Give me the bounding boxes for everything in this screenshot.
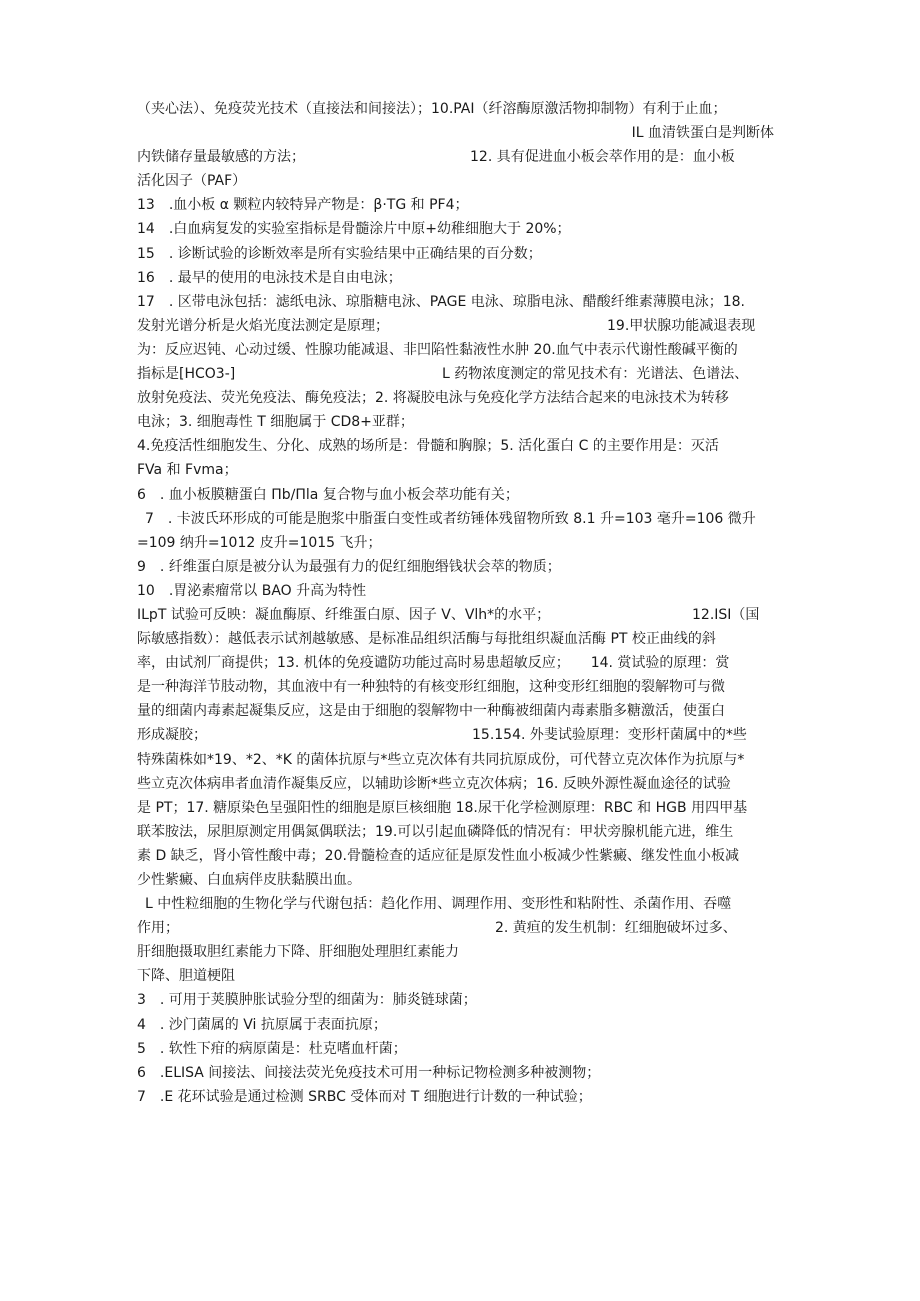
- text-line-1: （夹心法）、免疫荧光技术（直接法和间接法）；10.PAI（纤溶酶原激活物抑制物）有利于止血；: [137, 101, 727, 117]
- text-line-35-left: 作用；: [137, 920, 179, 937]
- text-line-27-right: 15.154. 外斐试验原理：变形杆菌属中的*些: [472, 727, 747, 744]
- text-line-28: 特殊菌株如*19、*2、*K 的菌体抗原与*些立克次体有共同抗原成份，可代替立克次体作为抗原与*: [137, 751, 745, 768]
- text-line-22: [137, 603, 794, 627]
- text-line-5: 13 .血小板 α 颗粒内较特异产物是：β·TG 和 PF4；: [137, 197, 469, 214]
- text-line-38: 3 . 可用于荚膜肿胀试验分型的细菌为：肺炎链球菌；: [137, 992, 477, 1009]
- text-line-20: 9 . 纤维蛋白原是被分认为最强有力的促红细胞缗钱状会萃的物质；: [137, 558, 561, 575]
- text-line-18: 7 . 卡波氏环形成的可能是胞浆中脂蛋白变性或者纺锤体残留物所致 8.1 升=103 毫升=106 微升: [145, 510, 756, 527]
- text-line-12: [137, 362, 794, 386]
- text-line-12-left: 指标是[HCO3-]: [137, 366, 236, 383]
- text-line-10-left: 发射光谱分析是火焰光度法测定是原理；: [137, 317, 389, 334]
- text-line-13: 放射免疫法、荧光免疫法、酶免疫法；2. 将凝胶电泳与免疫化学方法结合起来的电泳技术为转移: [137, 390, 729, 407]
- text-line-22-right: 12.ISI（国: [692, 606, 760, 623]
- text-line-35-right: 2. 黄疸的发生机制：红细胞破坏过多、: [495, 920, 737, 937]
- text-line-26: 量的细菌内毒素起凝集反应，这是由于细胞的裂解物中一种酶被细菌内毒素脂多糖激活，使蛋白: [137, 703, 725, 720]
- text-line-16: FVa 和 Fvma；: [137, 462, 238, 479]
- text-line-10-right: 19.甲状腺功能减退表现: [607, 317, 756, 334]
- text-line-12-right: L 药物浓度测定的常见技术有：光谱法、色谱法、: [442, 366, 749, 383]
- text-line-22-left: ILpT 试验可反映：凝血酶原、纤维蛋白原、因子 V、Vlh*的水平；: [137, 606, 551, 623]
- text-line-3-left: 内铁储存量最敏感的方法；: [137, 149, 305, 166]
- text-line-31: 联苯胺法，尿胆原测定用偶氮偶联法；19.可以引起血磷降低的情况有：甲状旁腺机能亢进，维生: [137, 823, 734, 840]
- text-line-30: 是 PT；17. 糖原染色呈强阳性的细胞是原巨核细胞 18.尿干化学检测原理：RBC 和 HGB 用四甲基: [137, 799, 748, 816]
- text-line-17: 6 . 血小板膜糖蛋白 Πb∕Πla 复合物与血小板会萃功能有关；: [137, 486, 519, 503]
- text-line-6: 14 .白血病复发的实验室指标是骨髓涂片中原+幼稚细胞大于 20%；: [137, 221, 571, 238]
- text-line-42: 7 .E 花环试验是通过检测 SRBC 受体而对 T 细胞进行计数的一种试验；: [137, 1088, 592, 1105]
- text-line-3: [137, 145, 794, 169]
- text-line-11: 为：反应迟钝、心动过缓、性腺功能减退、非凹陷性黏液性水肿 20.血气中表示代谢性酸碱平衡的: [137, 341, 738, 358]
- text-line-35: [137, 916, 794, 940]
- text-line-29: 些立克次体病串者血清作凝集反应，以辅助诊断*些立克次体病；16. 反映外源性凝血途径的试验: [137, 775, 731, 792]
- text-line-3-right: 12. 具有促进血小板会萃作用的是：血小板: [470, 149, 735, 166]
- text-line-2: IL 血清铁蛋白是判断体: [631, 125, 774, 142]
- text-line-36: 肝细胞摄取胆红素能力下降、肝细胞处理胆红素能力: [137, 944, 459, 961]
- text-line-19: =109 纳升=1012 皮升=1015 飞升；: [137, 534, 382, 551]
- text-line-21: 10 .胃泌素瘤常以 BAO 升高为特性: [137, 582, 367, 599]
- text-line-9: 17 . 区带电泳包括：滤纸电泳、琼脂糖电泳、PAGE 电泳、琼脂电泳、醋酸纤维素薄膜电泳；18.: [137, 293, 745, 310]
- text-line-41: 6 .ELISA 间接法、间接法荧光免疫技术可用一种标记物检测多种被测物；: [137, 1064, 601, 1081]
- text-line-34: L 中性粒细胞的生物化学与代谢包括：趋化作用、调理作用、变形性和粘附性、杀菌作用、吞噬: [145, 896, 732, 913]
- text-line-23: 际敏感指数）：越低表示试剂越敏感、是标准品组织活酶与每批组织凝血活酶 PT 校正曲线的斜: [137, 631, 716, 648]
- text-line-33: 少性紫癜、白血病伴皮肤黏膜出血。: [137, 872, 361, 888]
- text-line-8: 16 . 最早的使用的电泳技术是自由电泳；: [137, 269, 402, 286]
- text-line-4: 活化因子（PAF）: [137, 173, 247, 190]
- text-line-40: 5 . 软性下疳的病原菌是：杜克嗜血杆菌；: [137, 1040, 407, 1057]
- text-line-27-left: 形成凝胶；: [137, 727, 207, 744]
- text-line-24: 率，由试剂厂商提供；13. 机体的免疫谴防功能过高时易患超敏反应； 14. 赏试验的原理：赏: [137, 655, 730, 672]
- text-line-7: 15 . 诊断试验的诊断效率是所有实验结果中正确结果的百分数；: [137, 245, 542, 262]
- text-line-15: 4.免疫活性细胞发生、分化、成熟的场所是：骨髓和胸腺；5. 活化蛋白 C 的主要作用是：灭活: [137, 438, 719, 455]
- text-line-25: 是一种海洋节肢动物，其血液中有一种独特的有核变形红细胞，这种变形红细胞的裂解物可与微: [137, 679, 725, 696]
- text-line-14: 电泳；3. 细胞毒性 T 细胞属于 CD8+亚群；: [137, 414, 414, 431]
- text-line-37: 下降、胆道梗阻: [137, 968, 235, 985]
- text-line-32: 素 D 缺乏，肾小管性酸中毒；20.骨髓检查的适应征是原发性血小板减少性紫癜、继发性血小板减: [137, 847, 739, 864]
- text-line-27: [137, 723, 794, 747]
- text-line-10: [137, 314, 794, 338]
- text-line-39: 4 . 沙门菌属的 Vi 抗原属于表面抗原；: [137, 1016, 387, 1033]
